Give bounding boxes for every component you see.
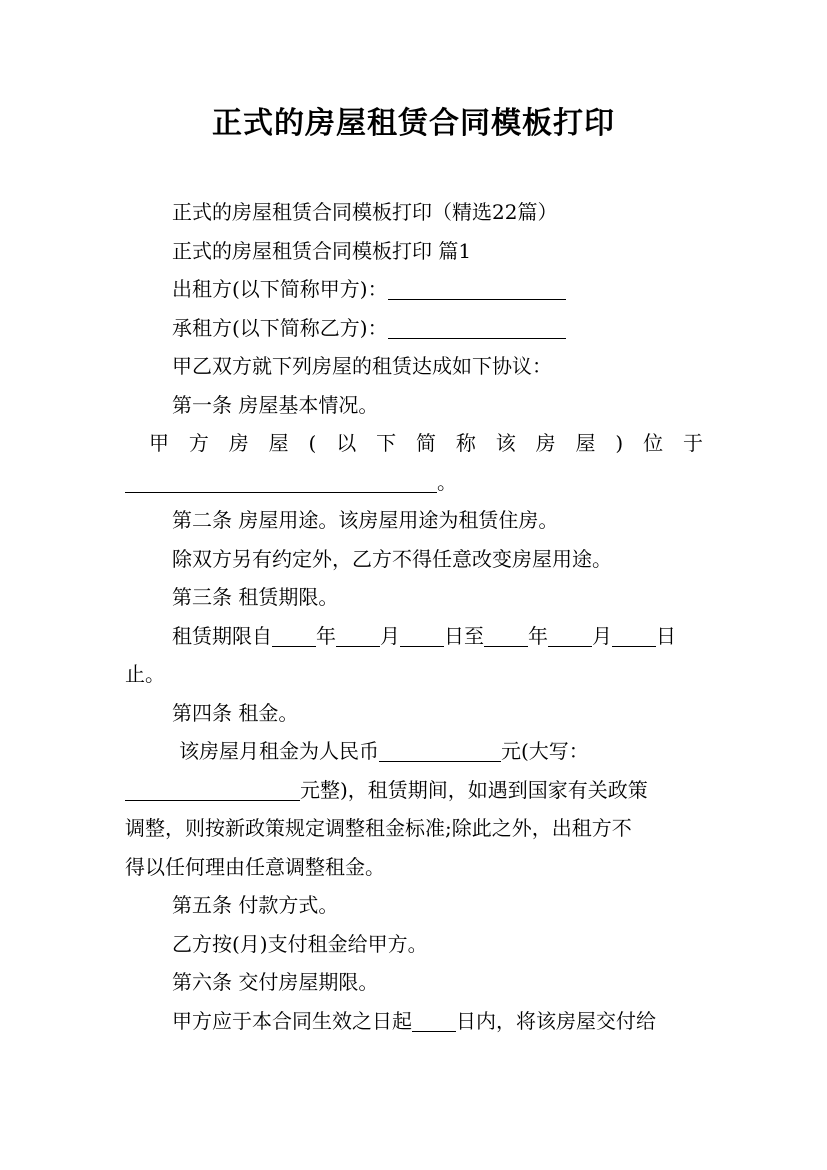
lessee-blank (388, 316, 566, 339)
clause-4-heading: 第四条 租金。 (172, 700, 299, 725)
rent-text-1: 该房屋月租金为人民币 (179, 739, 379, 763)
term-text-6: 月 (592, 623, 612, 648)
term-text-3: 月 (380, 623, 400, 648)
clause-6-heading: 第六条 交付房屋期限。 (172, 970, 379, 994)
lessee-label: 承租方(以下简称乙方)： (172, 315, 388, 340)
location-blank (125, 470, 437, 493)
rent-uppercase-blank (125, 778, 300, 801)
clause-1-location-line2 (125, 463, 703, 502)
paragraph-intro: 正式的房屋租赁合同模板打印（精选22篇） (172, 200, 558, 224)
paragraph-agreement: 甲乙双方就下列房屋的租赁达成如下协议： (172, 354, 552, 378)
paragraph-article-heading: 正式的房屋租赁合同模板打印 篇1 (172, 238, 472, 263)
end-year-blank (484, 624, 528, 647)
rent-text-3: 元整)，租赁期间，如遇到国家有关政策 (300, 777, 648, 802)
clause-2: 第二条 房屋用途。该房屋用途为租赁住房。 (172, 508, 559, 532)
end-month-blank (548, 624, 592, 647)
clause-5-payment: 乙方按(月)支付租金给甲方。 (172, 931, 428, 956)
clause-3-term-end: 止。 (125, 662, 165, 686)
clause-4-rent-line2 (125, 771, 703, 810)
delivery-text-2: 日内，将该房屋交付给 (456, 1008, 656, 1033)
paragraph-lessee (125, 309, 703, 348)
delivery-days-blank (412, 1009, 456, 1032)
paragraph-lessor (125, 270, 703, 309)
clause-1-location: 甲方房屋(以下简称该房屋)位于 (149, 431, 703, 455)
term-text-2: 年 (316, 623, 336, 648)
clause-6-delivery (125, 1002, 703, 1041)
lessor-blank (388, 277, 566, 300)
clause-2-note: 除双方另有约定外，乙方不得任意改变房屋用途。 (172, 546, 612, 571)
end-day-blank (612, 624, 656, 647)
clause-3-term (125, 617, 703, 656)
term-text-5: 年 (528, 623, 548, 648)
clause-3-heading: 第三条 租赁期限。 (172, 585, 339, 609)
lessor-label: 出租方(以下简称甲方)： (172, 277, 388, 301)
clause-4-rent (125, 732, 703, 771)
document-body (125, 193, 703, 1040)
clause-4-rent-line4: 得以任何理由任意调整租金。 (125, 854, 385, 879)
document-title: 正式的房屋租赁合同模板打印 (212, 106, 615, 141)
term-text-7: 日 (656, 623, 676, 648)
term-text-4: 日至 (444, 623, 484, 648)
clause-1-heading: 第一条 房屋基本情况。 (172, 392, 379, 417)
rent-amount-blank (379, 739, 501, 762)
delivery-text-1: 甲方应于本合同生效之日起 (172, 1008, 412, 1033)
rent-text-2: 元(大写： (501, 739, 589, 763)
term-text-1: 租赁期限自 (172, 623, 272, 648)
location-end: 。 (437, 469, 457, 494)
start-day-blank (400, 624, 444, 647)
clause-5-heading: 第五条 付款方式。 (172, 893, 339, 917)
start-month-blank (336, 624, 380, 647)
clause-4-rent-line3: 调整，则按新政策规定调整租金标准;除此之外，出租方不 (125, 816, 632, 840)
start-year-blank (272, 624, 316, 647)
